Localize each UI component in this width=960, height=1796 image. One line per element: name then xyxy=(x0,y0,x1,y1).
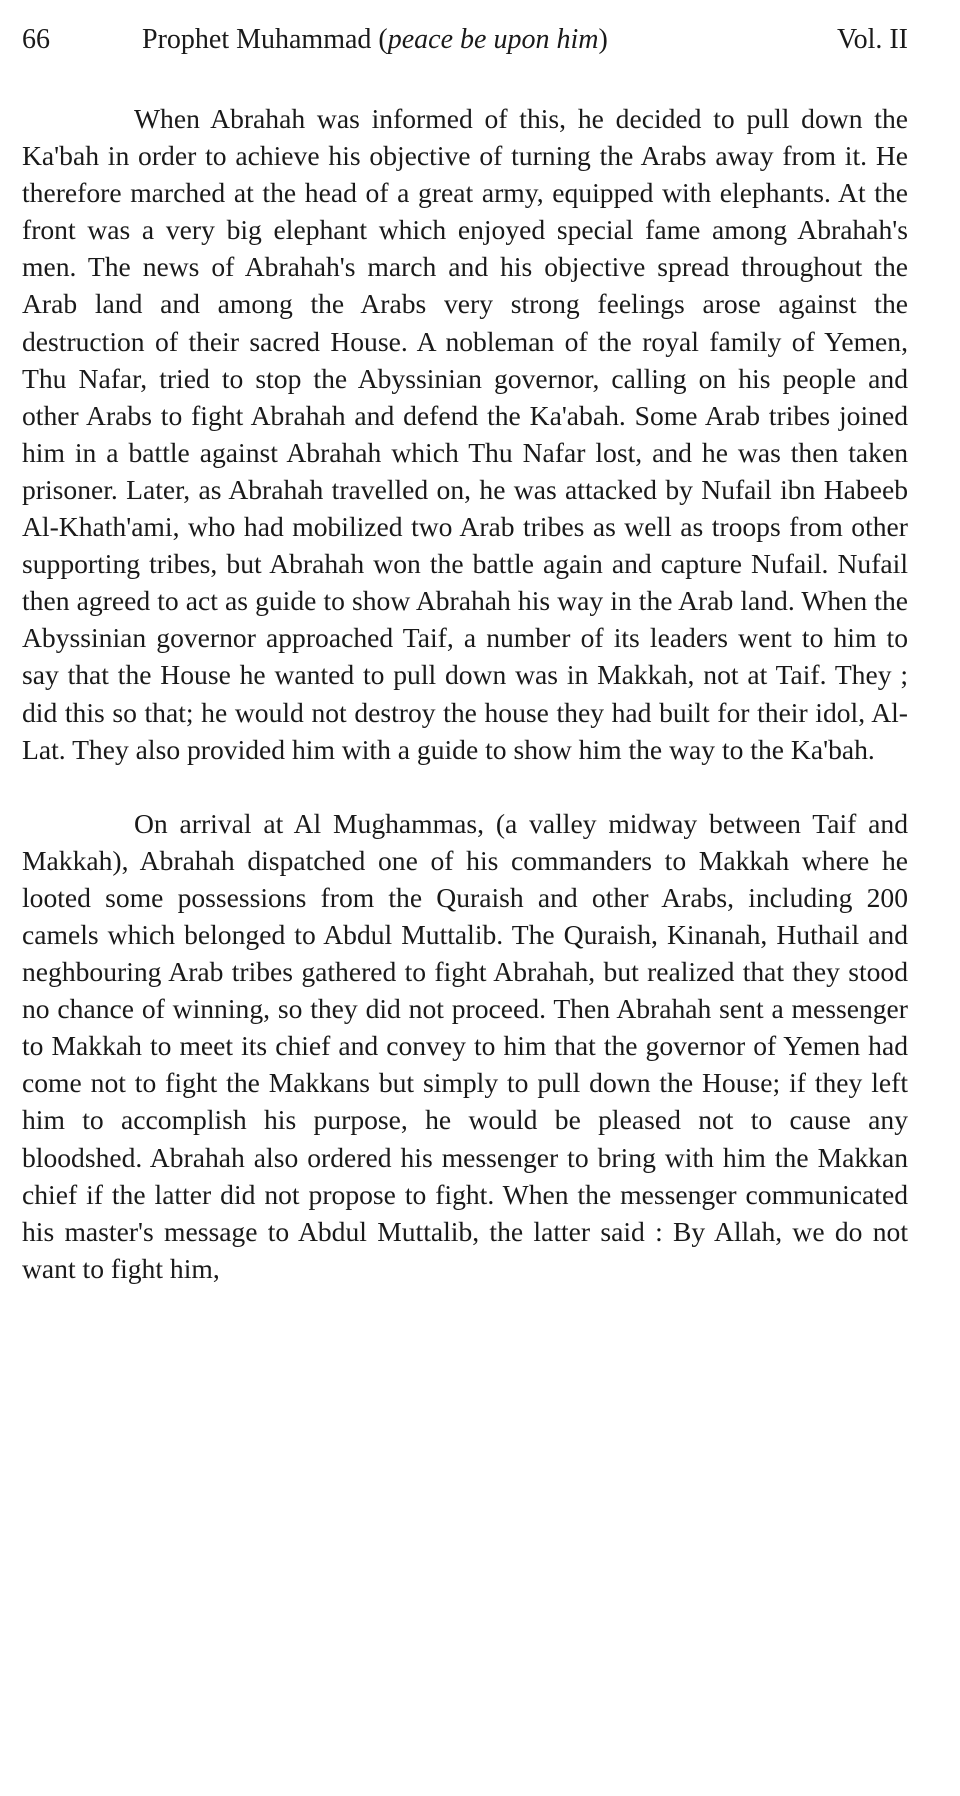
paragraph-al-mughammas: On arrival at Al Mughammas, (a valley midway between Taif and Makkah), Abrahah dispatched one of his commanders to Makkah where he looted some possessions from the Quraish and other Arabs, including 200 camels which belonged to Abdul Muttalib. The Quraish, Kinanah, Huthail and neghbouring Arab tribes gathered to fight Abrahah, but realized that they stood no chance of winning, so they did not proceed. Then Abrahah sent a messenger to Makkah to meet its chief and convey to him that the governor of Yemen had come not to fight the Makkans but simply to pull down the House; if they left him to accomplish his purpose, he would be pleased not to cause any bloodshed. Abrahah also ordered his messenger to bring with him the Makkan chief if the latter did not propose to fight. When the messenger communicated his master's message to Abdul Muttalib, the latter said : By Allah, we do not want to fight him, xyxy=(22,807,908,1284)
body-text xyxy=(22,100,908,1287)
page-number: 66 xyxy=(22,24,50,55)
volume-label: Vol. II xyxy=(836,24,908,55)
running-title-italic: peace be upon him xyxy=(387,24,599,55)
page-header xyxy=(22,20,908,60)
running-title-prefix: Prophet Muhammad ( xyxy=(142,24,388,55)
running-title-suffix: ) xyxy=(598,24,608,55)
running-title xyxy=(142,20,608,60)
paragraph-abrahah-march: When Abrahah was informed of this, he decided to pull down the Ka'bah in order to achieve his objective of turning the Arabs away from it. He therefore marched at the head of a great army, equipped with elephants. At the front was a very big elephant which enjoyed special fame among Abrahah's men. The news of Abrahah's march and his objective spread throughout the Arab land and among the Arabs very strong feelings arose against the destruction of their sacred House. A nobleman of the royal family of Yemen, Thu Nafar, tried to stop the Abyssinian governor, calling on his people and other Arabs to fight Abrahah and defend the Ka'abah. Some Arab tribes joined him in a battle against Abrahah which Thu Nafar lost, and he was then taken prisoner. Later, as Abrahah travelled on, he was attacked by Nufail ibn Habeeb Al-Khath'ami, who had mobilized two Arab tribes as well as troops from other supporting tribes, but Abrahah won the battle again and capture Nufail. Nufail then agreed to act as guide to show Abrahah his way in the Arab land. When the Abyssinian governor approached Taif, a number of its leaders went to him to say that the House he wanted to pull down was in Makkah, not at Taif. They ; did this so that; he would not destroy the house they had built for their idol, Al-Lat. They also provided him with a guide to show him the way to the Ka'bah. xyxy=(22,103,908,765)
